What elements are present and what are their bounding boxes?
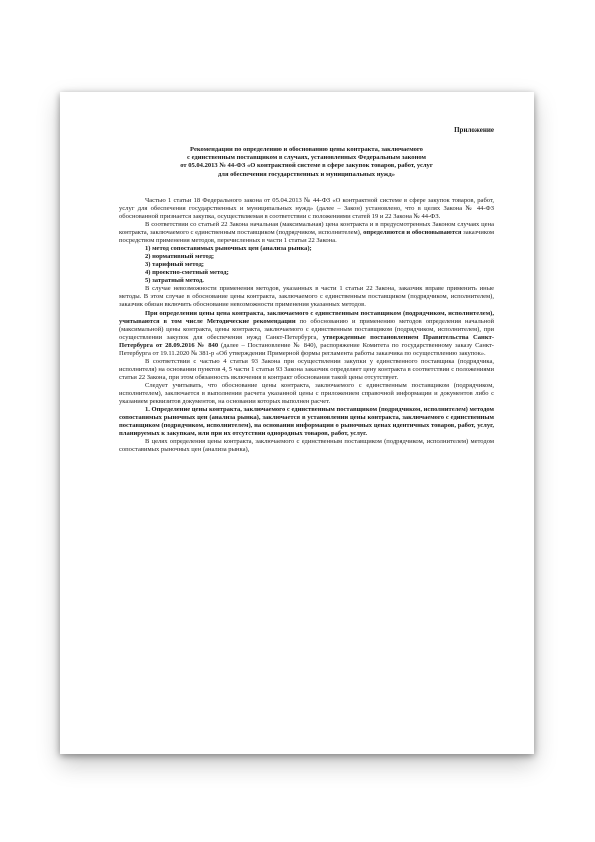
document-title: [119, 146, 494, 179]
paragraph-4-text-end: (далее – Постановление № 840), распоряжение Комитета по государственному заказу Санкт-Петербурга от 19.11.2020 № 381-р «Об утверждении Примерной формы регламента работы заказчика по осуществлению закупок».: [119, 341, 494, 357]
paragraph-2-text: В соответствии со статьей 22 Закона начальная (максимальная) цена контракта и в предусмотренных Законом случаях цена контракта, заключаемого с единственным поставщиком (подрядчиком, исполнителем),: [119, 221, 494, 237]
paragraph-6: Следует учитывать, что обоснование цены контракта, заключаемого с единственным поставщиком (подрядчиком, исполнителем), заключается в выполнении расчета указанной цены с приложением справочной информации и документов либо с указанием реквизитов документов, на основании которых выполнен расчет.: [119, 381, 494, 406]
paragraph-5: В соответствии с частью 4 статьи 93 Закона при осуществлении закупки у единственного поставщика (подрядчика, исполнителя) на основании пунктов 4, 5 части 1 статьи 93 Закона заказчик определяет цену контракта в соответствии с положениями статьи 22 Закона, при этом обязанность включения в контракт обоснования такой цены отсутствует.: [119, 357, 494, 381]
appendix-label: Приложение: [454, 126, 494, 134]
paragraph-2: [119, 221, 494, 245]
paragraph-1: Частью 1 статьи 18 Федерального закона от 05.04.2013 № 44-ФЗ «О контрактной системе в сфере закупок товаров, работ, услуг для обеспечения государственных и муниципальных нужд» (далее – Закон) установлено, что в целях Закона № 44-ФЗ обоснованной признается закупка, осуществляемая в соответствии с положениями статей 19 и 22 Закона № 44-ФЗ.: [119, 196, 494, 220]
paragraph-3: В случае невозможности применения методов, указанных в части 1 статьи 22 Закона, заказчик вправе применить иные методы. В этом случае в обоснование цены контракта, заключаемого с единственным поставщиком (подрядчиком, исполнителем), заказчик обязан включить обоснование невозможности применения указанных методов.: [119, 285, 494, 309]
list-item: 4) проектно-сметный метод;: [145, 269, 229, 277]
title-line: с единственным поставщиком в случаях, установленных Федеральным законом: [187, 154, 426, 162]
paragraph-7: 1. Определение цены контракта, заключаемого с единственным поставщиком (подрядчиком, исполнителем) методом сопоставимых рыночных цен (анализа рынка), заключается в установлении цены контракта, заключаемого с единственным поставщиком (подрядчиком, исполнителем), на основании информации о рыночных ценах идентичных товаров, работ, услуг, планируемых к закупкам, или при их отсутствии однородных товаров, работ, услуг.: [119, 406, 494, 438]
list-item: 1) метод сопоставимых рыночных цен (анализа рынка);: [145, 245, 312, 253]
paragraph-8: В целях определения цены контракта, заключаемого с единственным поставщиком (подрядчиком, исполнителем) методом сопоставимых рыночных цен (анализа рынка),: [119, 438, 494, 454]
document-page: [60, 92, 534, 754]
list-item: 2) нормативный метод;: [145, 253, 215, 261]
paragraph-2-bold: определяются и обосновываются: [363, 229, 462, 237]
paragraph-4: [119, 310, 494, 358]
paragraph-4-bold-resolution: утвержденные постановлением Правительства Санкт-Петербурга от 28.09.2016 № 840: [119, 333, 494, 349]
title-line: для обеспечения государственных и муниципальных нужд»: [217, 170, 396, 178]
list-item: 5) затратный метод.: [145, 277, 204, 285]
title-line: от 05.04.2013 № 44-ФЗ «О контрактной системе в сфере закупок товаров, работ, услуг: [180, 162, 433, 170]
paragraph-2-text-end: заказчиком посредством применения методов, перечисленных в части 1 статьи 22 Закона.: [119, 229, 494, 245]
list-item: 3) тарифный метод;: [145, 261, 204, 269]
methods-list: [119, 245, 494, 285]
document-content: [119, 126, 494, 454]
title-line: Рекомендации по определению и обоснованию цены контракта, заключаемого: [190, 146, 423, 154]
paragraph-4-bold: При определении цены цена контракта, заключаемого с единственным поставщиком (подрядчиком, исполнителем), учитываются в том числе Методические рекомендации: [119, 309, 494, 325]
paragraph-4-text: по обоснованию и применению методов определения начальной (максимальной) цены контракта, цены контракта, заключаемого с единственным поставщиком (подрядчиком, исполнителем), при осуществлении закупок для обеспечения нужд Санкт-Петербурга,: [119, 317, 494, 341]
